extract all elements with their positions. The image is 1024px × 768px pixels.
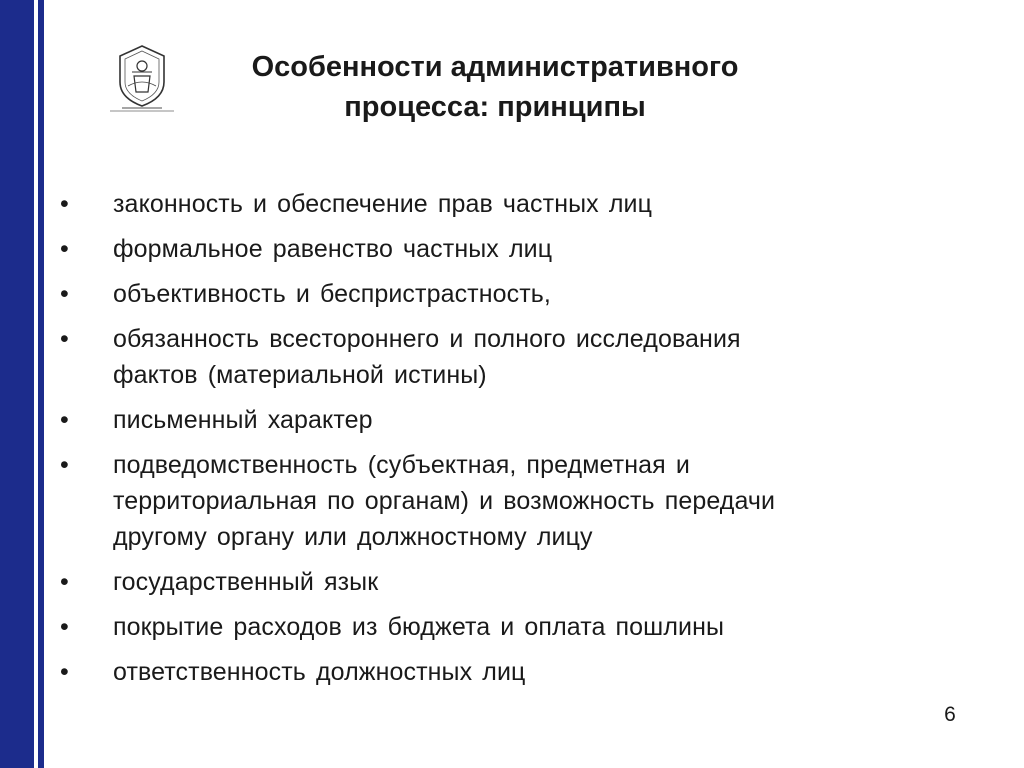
slide-title-line-1: Особенности административного xyxy=(251,51,739,83)
bullet-icon: • xyxy=(60,325,69,353)
sidebar-thin-stripe xyxy=(38,0,44,768)
list-item xyxy=(58,402,938,438)
list-item xyxy=(58,654,938,690)
bullet-icon: • xyxy=(60,280,69,308)
list-item xyxy=(58,609,938,645)
slide-title xyxy=(200,47,790,127)
list-item-text: письменный характер xyxy=(113,406,373,434)
principles-list xyxy=(58,186,938,699)
list-item xyxy=(58,564,938,600)
bullet-icon: • xyxy=(60,658,69,686)
sidebar-stripe xyxy=(0,0,34,768)
bullet-icon: • xyxy=(60,190,69,218)
page-number: 6 xyxy=(944,703,956,726)
list-item xyxy=(58,231,938,267)
list-item-text: объективность и беспристрастность, xyxy=(113,280,551,308)
bullet-icon: • xyxy=(60,613,69,641)
list-item-text: покрытие расходов из бюджета и оплата пошлины xyxy=(113,613,725,641)
list-item-text: обязанность всестороннего и полного исследования фактов (материальной истины) xyxy=(113,325,741,389)
list-item xyxy=(58,447,938,555)
slide-title-line-2: процесса: принципы xyxy=(344,91,646,123)
list-item-text: законность и обеспечение прав частных лиц xyxy=(113,190,652,218)
list-item xyxy=(58,276,938,312)
list-item-text: ответственность должностных лиц xyxy=(113,658,526,686)
university-emblem-icon xyxy=(102,42,182,114)
list-item-text: подведомственность (субъектная, предметная и территориальная по органам) и возможность передачи другому органу или должностному лицу xyxy=(113,451,776,551)
list-item xyxy=(58,321,938,393)
bullet-icon: • xyxy=(60,406,69,434)
bullet-icon: • xyxy=(60,451,69,479)
list-item-text: формальное равенство частных лиц xyxy=(113,235,553,263)
list-item xyxy=(58,186,938,222)
bullet-icon: • xyxy=(60,568,69,596)
bullet-icon: • xyxy=(60,235,69,263)
list-item-text: государственный язык xyxy=(113,568,379,596)
